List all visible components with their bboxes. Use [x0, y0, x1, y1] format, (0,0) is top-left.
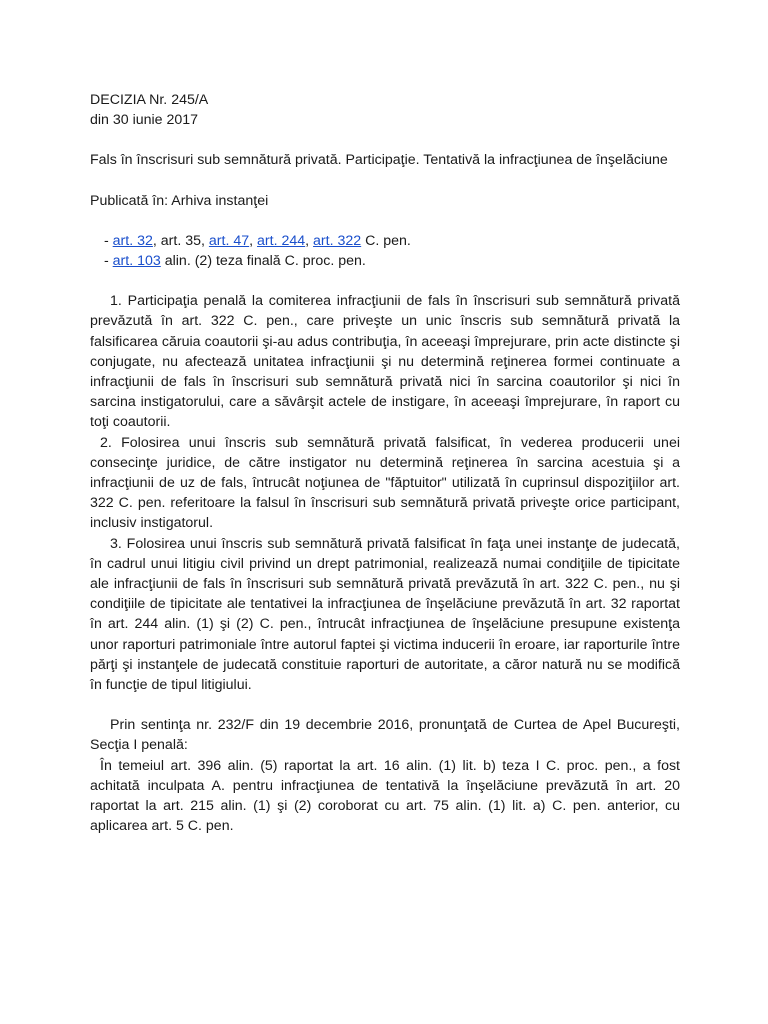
ref-suffix: alin. (2) teza finală C. proc. pen. [160, 253, 366, 270]
ref-prefix: - [104, 253, 113, 270]
document-page [90, 90, 680, 837]
spacer [90, 130, 680, 150]
link-art-322[interactable]: art. 322 [313, 232, 362, 249]
decision-subject: Fals în înscrisuri sub semnătură privată. Participaţie. Tentativă la infracţiunea de înşelăciune [90, 152, 668, 169]
reference-line-penal-code [104, 231, 680, 251]
legal-references [90, 231, 680, 271]
decision-title: DECIZIA Nr. 245/A [90, 92, 209, 108]
holding-paragraph-3: 3. Folosirea unui înscris sub semnătură privată falsificat în faţa unei instanţe de judecată, în cadrul unui litigiu civil privind un drept patrimonial, realizează numai condiţiile de tipicitate ale infracţiunii de fals în înscrisuri sub semnătură privată prevăzută în art. 322 C. pen., nu şi condiţiile de tipicitate ale tentativei la infracţiunea de înşelăciune prevăzută în art. 32 raportat în art. 244 alin. (1) şi (2) C. pen., întrucât infracţiunea de înşelăciune presupune existenţa unor raporturi patrimoniale între autorul faptei şi victima inducerii în eroare, iar raporturile între părţi şi instanţele de judecată constituie raporturi de autoritate, a căror natură nu se modifică în funcţie de tipul litigiului. [90, 535, 680, 694]
spacer [90, 695, 680, 715]
spacer [90, 271, 680, 291]
link-art-103[interactable]: art. 103 [112, 253, 161, 270]
holding-paragraph-2: 2. Folosirea unui înscris sub semnătură privată falsificat, în vederea producerii unei consecinţe juridice, de către instigator nu determină reţinerea în sarcina acestuia şi a infracţiunii de uz de fals, întrucât noţiunea de "făptuitor" utilizată în cuprinsul dispoziţiilor art. 322 C. pen. referitoare la falsul în înscrisuri sub semnătură privată priveşte orice participant, inclusiv instigatorul. [90, 434, 680, 532]
holding-paragraph-1: 1. Participaţia penală la comiterea infracţiunii de fals în înscrisuri sub semnătură privată prevăzută în art. 322 C. pen., care priveşte un unic înscris sub semnătură privată la falsificarea căruia coautorii şi-au adus contribuţia, în aceeaşi împrejurare, prin acte distincte şi conjugate, nu afectează unitatea infracţiunii şi nu determină reţinerea formei continuate a infracţiunii de fals în înscrisuri sub semnătură privată nici în sarcina coautorilor şi nici în sarcina instigatorului, care a săvârşit actele de instigare, în aceeaşi împrejurare, în raport cu toţi coautorii. [90, 293, 680, 431]
ref-prefix: - [104, 232, 113, 249]
publication-source: Publicată în: Arhiva instanţei [90, 192, 269, 209]
body-ruling-paragraph: În temeiul art. 396 alin. (5) raportat la art. 16 alin. (1) lit. b) teza I C. proc. pen., a fost achitată inculpata A. pentru infracţiunea de tentativă la înşelăciune prevăzută în art. 20 raportat la art. 215 alin. (1) şi (2) coroborat cu art. 75 alin. (1) lit. a) C. pen. anterior, cu aplicarea art. 5 C. pen. [90, 757, 680, 835]
link-art-47[interactable]: art. 47 [208, 232, 250, 249]
spacer [90, 211, 680, 231]
body-intro-paragraph: Prin sentinţa nr. 232/F din 19 decembrie 2016, pronunţată de Curtea de Apel Bucureşti, Secţia I penală: [90, 717, 680, 754]
ref-separator: , art. 35, [152, 232, 209, 249]
ref-separator: , [305, 232, 314, 249]
ref-suffix: C. pen. [361, 232, 411, 249]
link-art-32[interactable]: art. 32 [112, 232, 153, 249]
reference-line-procedure-code [104, 251, 680, 271]
link-art-244[interactable]: art. 244 [257, 232, 306, 249]
spacer [90, 171, 680, 191]
ref-separator: , [249, 232, 258, 249]
decision-date: din 30 iunie 2017 [90, 112, 199, 129]
